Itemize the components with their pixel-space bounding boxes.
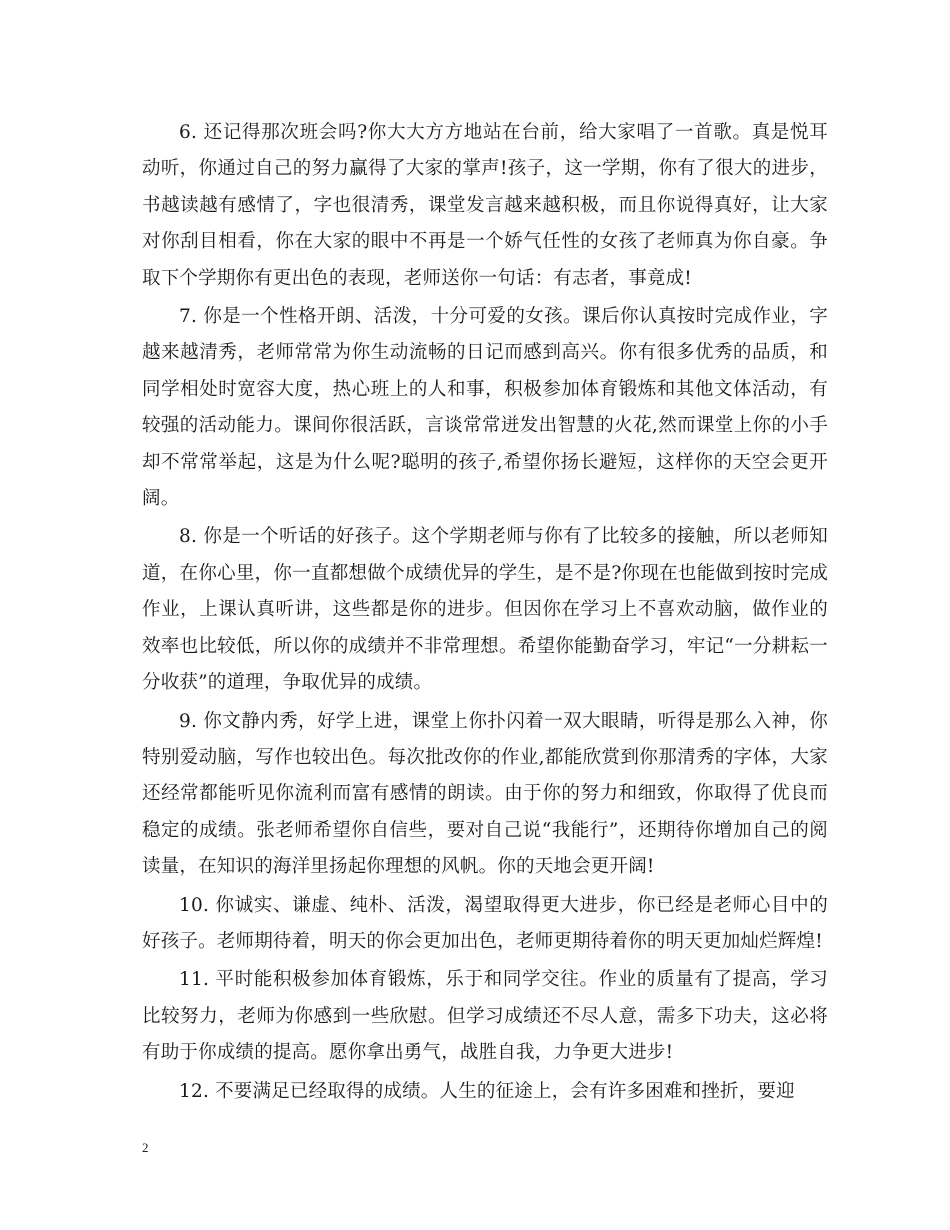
paragraph-7: 7. 你是一个性格开朗、活泼，十分可爱的女孩。课后你认真按时完成作业，字越来越清秀，老师常常为你生动流畅的日记而感到高兴。你有很多优秀的品质，和同学相处时宽容大度，热心班上的人和事，积极参加体育锻炼和其他文体活动，有较强的活动能力。课间你很活跃，言谈常常迸发出智慧的火花,然而课堂上你的小手却不常常举起，这是为什么呢?聪明的孩子,希望你扬长避短，这样你的天空会更开阔。 (142, 306, 829, 510)
paragraph-10: 10. 你诚实、谦虚、纯朴、活泼，渴望取得更大进步，你已经是老师心目中的好孩子。老师期待着，明天的你会更加出色，老师更期待着你的明天更加灿烂辉煌! (142, 894, 828, 952)
paragraph-8: 8. 你是一个听话的好孩子。这个学期老师与你有了比较多的接触，所以老师知道，在你心里，你一直都想做个成绩优异的学生，是不是?你现在也能做到按时完成作业，上课认真听讲，这些都是你的进步。但因你在学习上不喜欢动脑，做作业的效率也比较低，所以你的成绩并不非常理想。希望你能勤奋学习，牢记“一分耕耘一分收获”的道理，争取优异的成绩。 (142, 526, 829, 694)
paragraph-6: 6. 还记得那次班会吗?你大大方方地站在台前，给大家唱了一首歌。真是悦耳动听，你通过自己的努力赢得了大家的掌声!孩子，这一学期，你有了很大的进步，书越读越有感情了，字也很清秀，课堂发言越来越积极，而且你说得真好，让大家对你刮目相看，你在大家的眼中不再是一个娇气任性的女孩了老师真为你自豪。争取下个学期你有更出色的表现，老师送你一句话：有志者，事竟成! (142, 122, 828, 289)
paragraph-12: 12. 不要满足已经取得的成绩。人生的征途上，会有许多困难和挫折，要迎 (179, 1080, 795, 1102)
page-number: 2 (142, 1140, 149, 1155)
paragraph-9: 9. 你文静内秀，好学上进，课堂上你扑闪着一双大眼睛，听得是那么入神，你特别爱动脑，写作也较出色。每次批改你的作业,都能欣赏到你那清秀的字体，大家还经常都能听见你流利而富有感情的朗读。由于你的努力和细致，你取得了优良而稳定的成绩。张老师希望你自信些，要对自己说“我能行”，还期待你增加自己的阅读量，在知识的海洋里扬起你理想的风帆。你的天地会更开阔! (142, 710, 829, 878)
paragraph-11: 11. 平时能积极参加体育锻炼，乐于和同学交往。作业的质量有了提高，学习比较努力，老师为你感到一些欣慰。但学习成绩还不尽人意，需多下功夫，这必将有助于你成绩的提高。愿你拿出勇气，战胜自我，力争更大进步! (142, 969, 828, 1064)
document-body (142, 115, 828, 1112)
